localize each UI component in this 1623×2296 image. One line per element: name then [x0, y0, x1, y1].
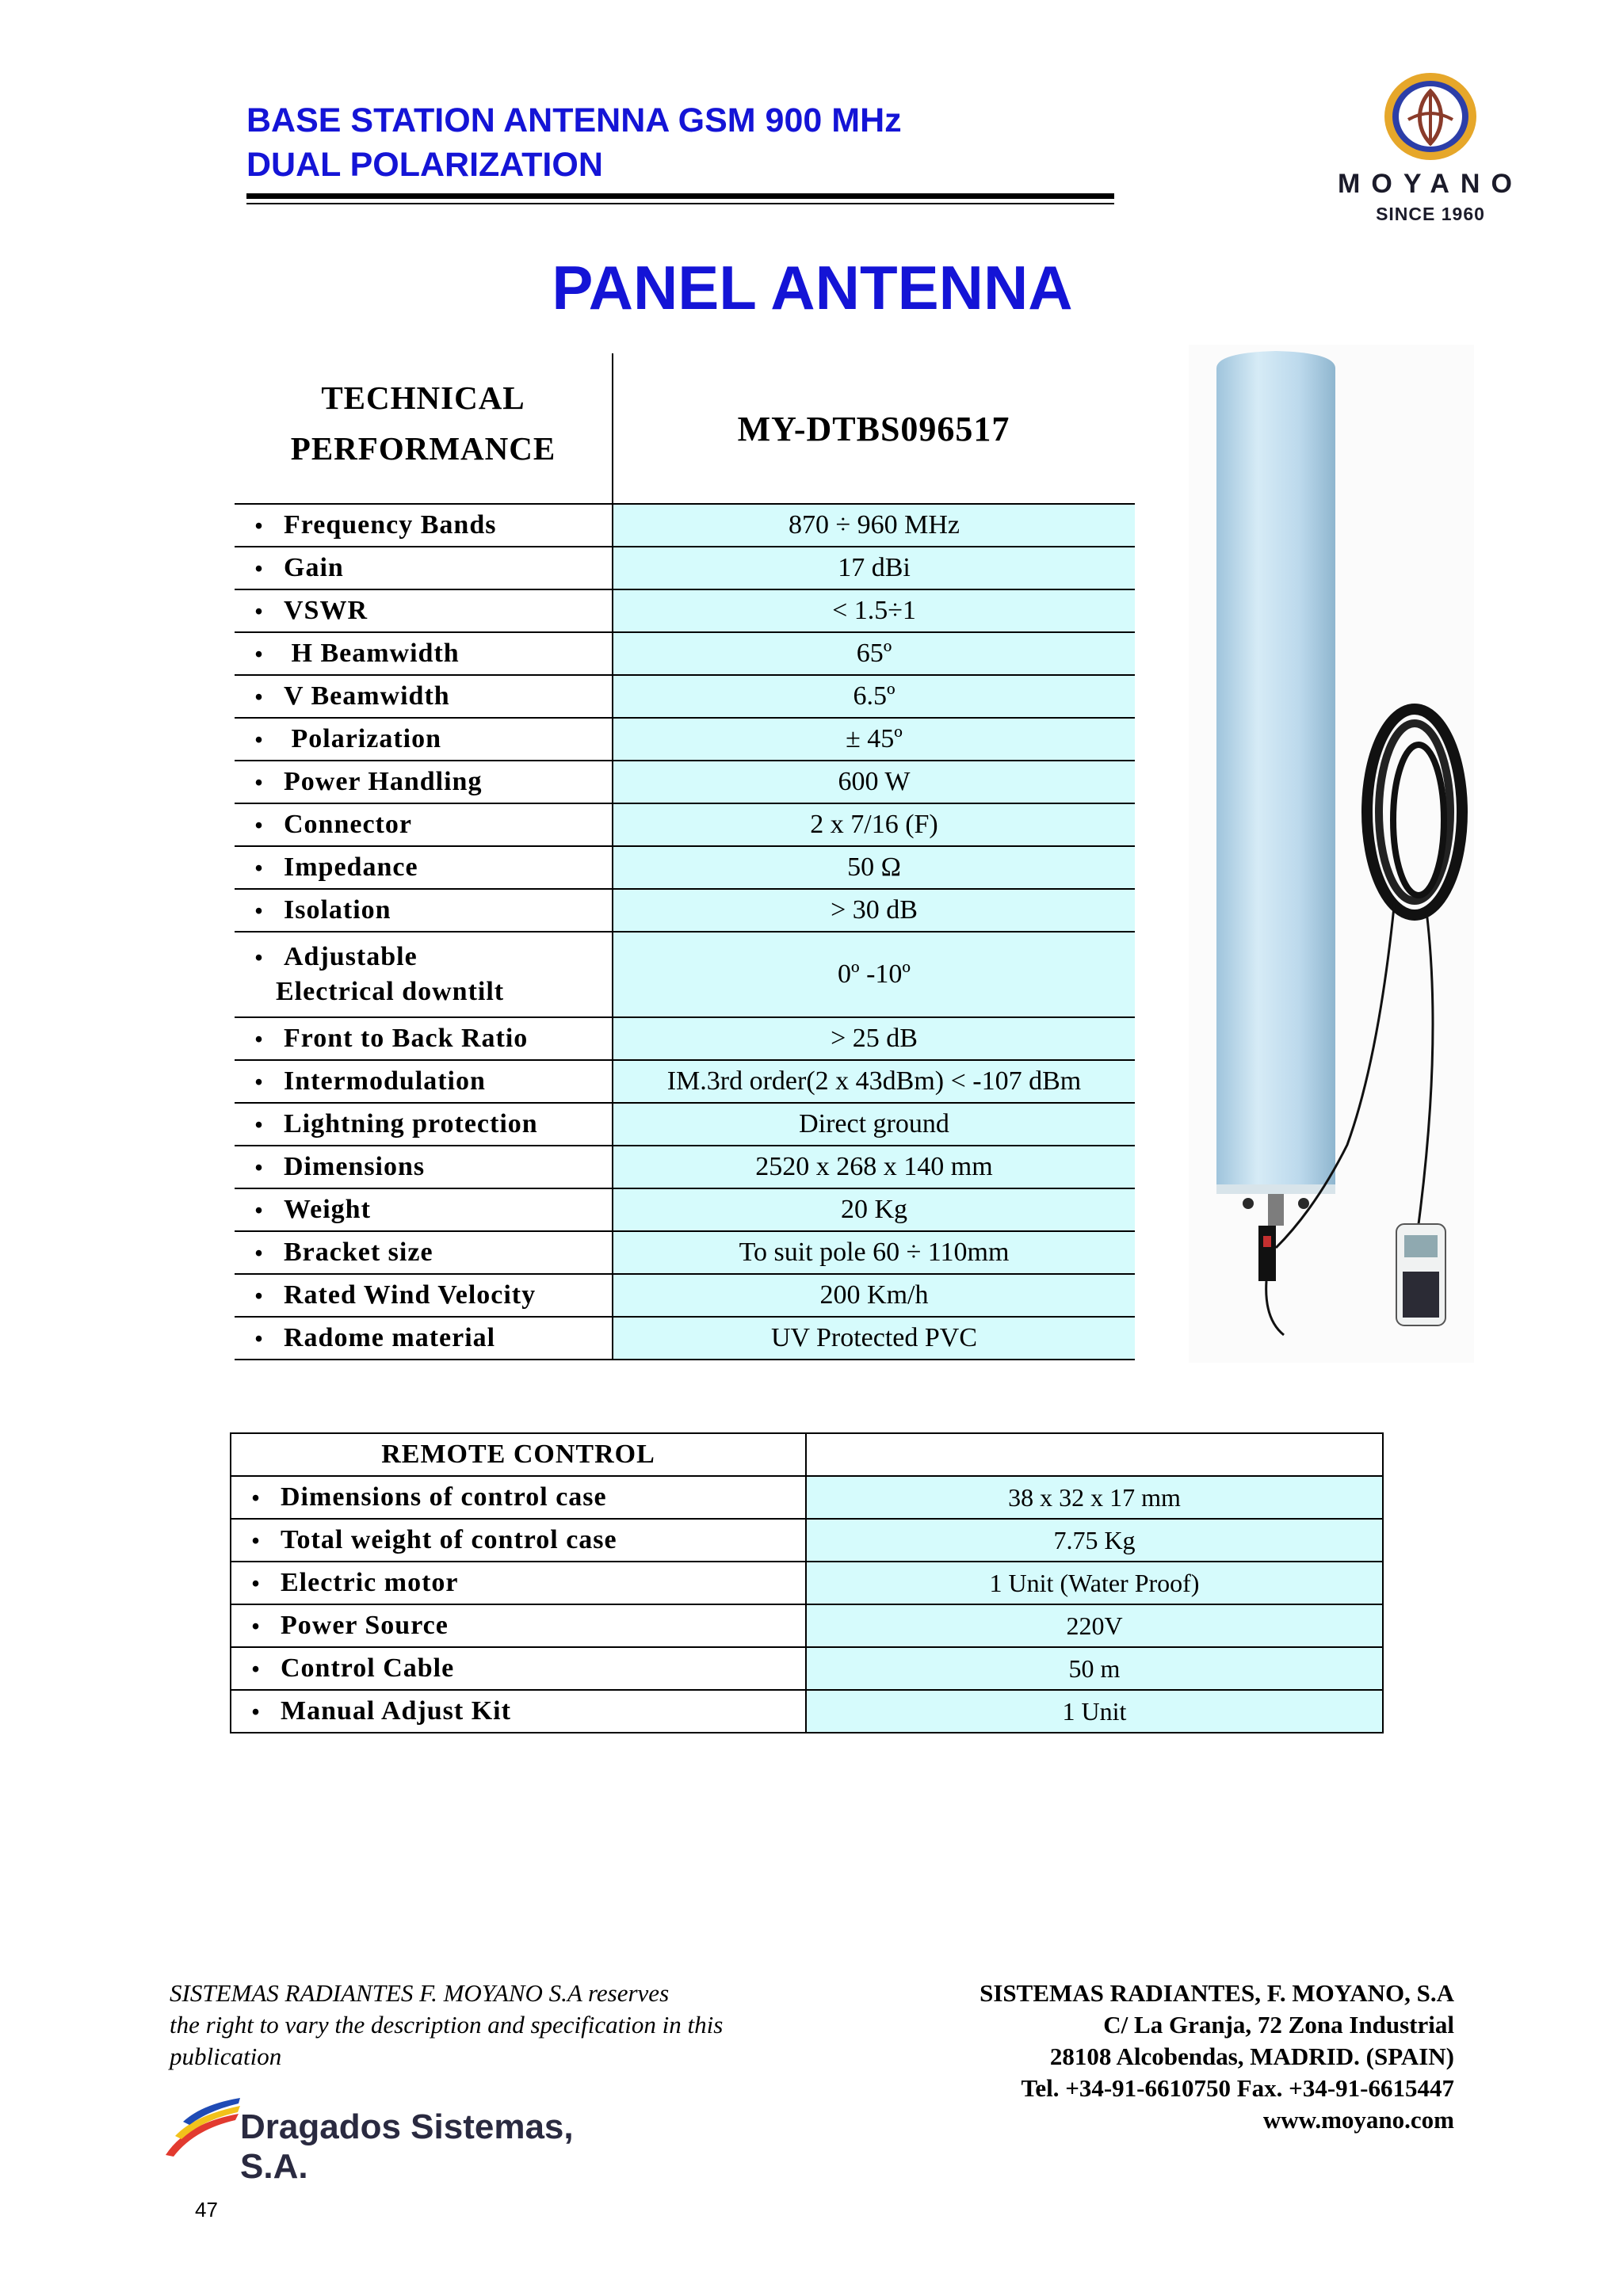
spec-label — [235, 1017, 613, 1060]
spec-label-text: Impedance — [284, 852, 418, 882]
spec-value: 870 ÷ 960 MHz — [613, 504, 1135, 547]
spec-value: > 25 dB — [613, 1017, 1135, 1060]
spec-label — [235, 504, 613, 547]
remote-control-label-text: Manual Adjust Kit — [281, 1696, 511, 1726]
company-name: SISTEMAS RADIANTES, F. MOYANO, S.A — [980, 1979, 1454, 2007]
logo-since: SINCE 1960 — [1376, 204, 1485, 224]
remote-control-label — [231, 1476, 806, 1519]
spec-label — [235, 932, 613, 1017]
spec-label-text: Intermodulation — [284, 1066, 486, 1096]
bullet-icon: • — [254, 856, 264, 881]
remote-control-label-text: Electric motor — [281, 1568, 459, 1597]
remote-control-row — [231, 1519, 1383, 1562]
spec-label-text: Connector — [284, 810, 412, 839]
spec-value: 65º — [613, 632, 1135, 675]
spec-label — [235, 1231, 613, 1274]
spec-label — [235, 889, 613, 932]
remote-control-table — [230, 1432, 1384, 1733]
spec-value: ± 45º — [613, 718, 1135, 761]
spec-row — [235, 1317, 1135, 1360]
spec-value: 0º -10º — [613, 932, 1135, 1017]
company-phone: Tel. +34-91-6610750 Fax. +34-91-6615447 — [1021, 2074, 1454, 2102]
bullet-icon: • — [254, 1113, 264, 1138]
remote-control-value: 50 m — [806, 1647, 1383, 1690]
document-header — [246, 98, 902, 187]
remote-control-header-blank — [806, 1433, 1383, 1476]
spec-label-text: Dimensions — [284, 1152, 426, 1181]
remote-control-value: 220V — [806, 1604, 1383, 1647]
bullet-icon: • — [251, 1657, 261, 1682]
bullet-icon: • — [254, 1241, 264, 1266]
remote-control-label-text: Control Cable — [281, 1653, 455, 1683]
spec-row — [235, 761, 1135, 803]
moyano-emblem-icon — [1312, 67, 1549, 166]
remote-control-label — [231, 1690, 806, 1733]
remote-control-value: 1 Unit — [806, 1690, 1383, 1733]
remote-control-label-text: Dimensions of control case — [281, 1482, 607, 1512]
dragados-name: Dragados Sistemas, S.A. — [240, 2107, 574, 2186]
spec-row — [235, 1231, 1135, 1274]
spec-value: 2 x 7/16 (F) — [613, 803, 1135, 846]
spec-table — [235, 503, 1135, 1360]
remote-control-header-row — [231, 1433, 1383, 1476]
remote-control-row — [231, 1690, 1383, 1733]
remote-control-row — [231, 1604, 1383, 1647]
spec-row — [235, 1274, 1135, 1317]
spec-label — [235, 1188, 613, 1231]
header-title-line1: BASE STATION ANTENNA GSM 900 MHz — [246, 101, 902, 139]
spec-row — [235, 1103, 1135, 1146]
remote-control-value: 1 Unit (Water Proof) — [806, 1562, 1383, 1604]
spec-label-text: Isolation — [284, 895, 391, 925]
spec-label-text: Rated Wind Velocity — [284, 1280, 537, 1310]
bullet-icon: • — [254, 946, 264, 971]
bullet-icon: • — [251, 1529, 261, 1554]
bullet-icon: • — [254, 643, 264, 667]
spec-value: > 30 dB — [613, 889, 1135, 932]
remote-control-value: 7.75 Kg — [806, 1519, 1383, 1562]
bullet-icon: • — [254, 728, 264, 753]
spec-value: UV Protected PVC — [613, 1317, 1135, 1360]
spec-label-text: Front to Back Ratio — [284, 1024, 529, 1053]
spec-label-text: Gain — [284, 553, 344, 582]
spec-row — [235, 1060, 1135, 1103]
company-address — [840, 1978, 1454, 2136]
page-number: 47 — [195, 2198, 218, 2222]
spec-value: 17 dBi — [613, 547, 1135, 589]
spec-label — [235, 803, 613, 846]
spec-value: 200 Km/h — [613, 1274, 1135, 1317]
dragados-swoosh-icon — [162, 2092, 242, 2163]
model-number: MY-DTBS096517 — [737, 410, 1010, 448]
remote-control-row — [231, 1647, 1383, 1690]
spec-row — [235, 718, 1135, 761]
company-website[interactable]: www.moyano.com — [1262, 2106, 1454, 2134]
page-title: PANEL ANTENNA — [552, 253, 1073, 322]
bullet-icon: • — [251, 1572, 261, 1596]
remote-control-value: 38 x 32 x 17 mm — [806, 1476, 1383, 1519]
bullet-icon: • — [254, 600, 264, 624]
spec-label-text: Power Handling — [284, 767, 483, 796]
disclaimer-line1: SISTEMAS RADIANTES F. MOYANO S.A reserves — [170, 1979, 670, 2007]
spec-table-header — [235, 349, 612, 504]
spec-row — [235, 547, 1135, 589]
antenna-product-image — [1189, 345, 1474, 1363]
bullet-icon: • — [251, 1615, 261, 1639]
spec-row — [235, 932, 1135, 1017]
spec-row — [235, 846, 1135, 889]
spec-label-text: Bracket size — [284, 1238, 433, 1267]
spec-value: 20 Kg — [613, 1188, 1135, 1231]
spec-label — [235, 675, 613, 718]
spec-label-text: Lightning protection — [284, 1109, 538, 1138]
spec-value: Direct ground — [613, 1103, 1135, 1146]
bullet-icon: • — [254, 514, 264, 539]
header-title-line2: DUAL POLARIZATION — [246, 146, 603, 184]
bullet-icon: • — [254, 1028, 264, 1052]
bullet-icon: • — [254, 1327, 264, 1352]
bullet-icon: • — [254, 899, 264, 924]
logo-name: MOYANO — [1338, 169, 1523, 199]
spec-row — [235, 1017, 1135, 1060]
dragados-logo — [162, 2092, 606, 2186]
remote-control-label — [231, 1562, 806, 1604]
spec-label — [235, 761, 613, 803]
bullet-icon: • — [254, 685, 264, 710]
bullet-icon: • — [254, 814, 264, 838]
disclaimer — [170, 1978, 819, 2073]
spec-label-text-line2: Electrical downtilt — [276, 977, 505, 1006]
company-city: 28108 Alcobendas, MADRID. (SPAIN) — [1049, 2042, 1454, 2070]
spec-label-text: Polarization — [284, 724, 442, 753]
spec-header-line1: TECHNICAL — [321, 379, 525, 416]
spec-value: 2520 x 268 x 140 mm — [613, 1146, 1135, 1188]
spec-row — [235, 1188, 1135, 1231]
spec-header-divider — [612, 353, 613, 504]
spec-value: < 1.5÷1 — [613, 589, 1135, 632]
spec-label — [235, 1103, 613, 1146]
spec-label — [235, 1274, 613, 1317]
spec-label — [235, 846, 613, 889]
bullet-icon: • — [254, 1156, 264, 1180]
spec-value: To suit pole 60 ÷ 110mm — [613, 1231, 1135, 1274]
spec-value: 50 Ω — [613, 846, 1135, 889]
spec-label — [235, 632, 613, 675]
remote-control-label-text: Total weight of control case — [281, 1525, 617, 1554]
spec-label — [235, 547, 613, 589]
remote-control-row — [231, 1476, 1383, 1519]
spec-row — [235, 675, 1135, 718]
disclaimer-line2: the right to vary the description and specification in this — [170, 2011, 724, 2039]
spec-label-text: Weight — [284, 1195, 371, 1224]
spec-label — [235, 1146, 613, 1188]
bullet-icon: • — [251, 1486, 261, 1511]
spec-row — [235, 803, 1135, 846]
spec-label — [235, 718, 613, 761]
spec-value: IM.3rd order(2 x 43dBm) < -107 dBm — [613, 1060, 1135, 1103]
spec-label-text: H Beamwidth — [284, 639, 460, 668]
remote-control-label — [231, 1604, 806, 1647]
company-street: C/ La Granja, 72 Zona Industrial — [1103, 2011, 1454, 2039]
bullet-icon: • — [254, 1070, 264, 1095]
remote-control-row — [231, 1562, 1383, 1604]
spec-row — [235, 589, 1135, 632]
spec-label-text: Radome material — [284, 1323, 496, 1352]
spec-header-line2: PERFORMANCE — [290, 430, 556, 467]
bullet-icon: • — [254, 557, 264, 582]
remote-control-label — [231, 1647, 806, 1690]
spec-label-text: V Beamwidth — [284, 681, 450, 711]
spec-label — [235, 1317, 613, 1360]
header-rule-thin — [246, 203, 1114, 204]
moyano-logo — [1312, 67, 1549, 234]
spec-row — [235, 1146, 1135, 1188]
spec-value: 600 W — [613, 761, 1135, 803]
spec-row — [235, 889, 1135, 932]
spec-label-text: Adjustable — [284, 942, 418, 971]
spec-label-text: VSWR — [284, 596, 369, 625]
remote-control-label — [231, 1519, 806, 1562]
spec-row — [235, 632, 1135, 675]
remote-control-label-text: Power Source — [281, 1611, 449, 1640]
bullet-icon: • — [254, 1199, 264, 1223]
disclaimer-line3: publication — [170, 2042, 282, 2070]
header-rule — [246, 193, 1114, 199]
spec-label-text: Frequency Bands — [284, 510, 497, 540]
spec-label — [235, 589, 613, 632]
spec-label — [235, 1060, 613, 1103]
bullet-icon: • — [251, 1700, 261, 1725]
bullet-icon: • — [254, 1284, 264, 1309]
bullet-icon: • — [254, 771, 264, 795]
remote-control-header: REMOTE CONTROL — [231, 1433, 806, 1476]
spec-row — [235, 504, 1135, 547]
spec-value: 6.5º — [613, 675, 1135, 718]
